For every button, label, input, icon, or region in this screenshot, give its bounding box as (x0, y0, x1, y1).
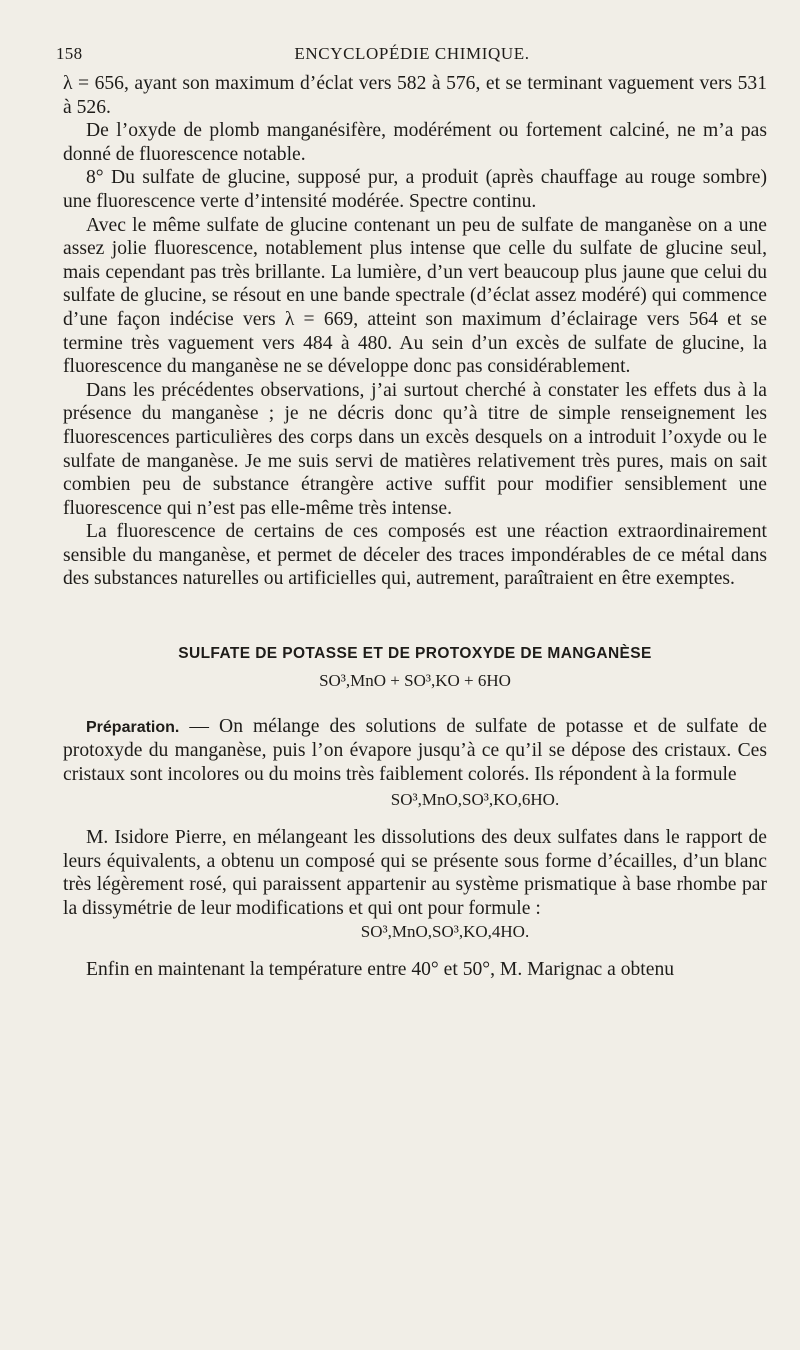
paragraph-lead-oxide: De l’oxyde de plomb manganésifère, modérément ou fortement calciné, ne m’a pas donné de fluorescence notable. (63, 120, 767, 165)
paragraph-glucine-manganese: Avec le même sulfate de glucine contenant un peu de sulfate de manganèse on a une assez jolie fluorescence, notablement plus intense que celle du sulfate de glucine seul, mais cependant pas très brillante. La lumière, d’un vert beaucoup plus jaune que celui du sulfate de glucine, se résout en une bande spectrale (d’éclat assez modéré) qui commence d’une façon indécise vers λ = 669, atteint son maximum d’éclairage vers 564 et se termine très vaguement vers 484 à 480. Au sein d’un excès de sulfate de glucine, la fluorescence du manganèse ne se développe donc pas considérablement. (63, 214, 767, 378)
paragraph-observations: Dans les précédentes observations, j’ai surtout cherché à constater les effets dus à la présence du manganèse ; je ne décris donc qu’à titre de simple renseignement les fluorescences particulières des corps dans un excès desquels on a introduit l’oxyde ou le sulfate de manganèse. Je me suis servi de matières relativement très pures, mais on sait combien peu de substance étrangère active suffit pour modifier sensiblement une fluorescence qui n’est pas elle-même très intense. (63, 379, 767, 519)
paragraph-preparation (63, 715, 767, 787)
formula-crystals: SO³,MnO,SO³,KO,6HO. (390, 790, 560, 810)
page-header (56, 44, 768, 68)
preparation-text: — On mélange des solutions de sulfate de potasse et de sulfate de protoxyde du manganèse, puis l’on évapore jusqu’à ce qu’il se dépose des cristaux. Ces cristaux sont incolores ou du moins très faiblement colorés. Ils répondent à la formule (63, 715, 767, 785)
formula-pierre: SO³,MnO,SO³,KO,4HO. (360, 922, 530, 942)
paragraph-glucine-sulfate: 8° Du sulfate de glucine, supposé pur, a produit (après chauffage au rouge sombre) une fluorescence verte d’intensité modérée. Spectre continu. (63, 167, 767, 212)
paragraph-sensitivity: La fluorescence de certains de ces composés est une réaction extraordinairement sensible du manganèse, et permet de déceler des traces impondérables de ce métal dans des substances naturelles ou artificielles qui, autrement, paraîtraient en être exemptes. (63, 521, 767, 590)
paragraph-continuation: λ = 656, ayant son maximum d’éclat vers 582 à 576, et se terminant vaguement vers 531 à 526. (63, 73, 767, 118)
page-number: 158 (56, 44, 83, 63)
section-heading: SULFATE DE POTASSE ET DE PROTOXYDE DE MANGANÈSE (178, 645, 652, 663)
formula-main: SO³,MnO + SO³,KO + 6HO (319, 671, 511, 691)
paragraph-marignac: Enfin en maintenant la température entre 40° et 50°, M. Marignac a obtenu (86, 959, 675, 980)
running-title: ENCYCLOPÉDIE CHIMIQUE. (294, 44, 530, 63)
body-text (63, 72, 767, 982)
paragraph-isidore-pierre: M. Isidore Pierre, en mélangeant les dissolutions des deux sulfates dans le rapport de leurs équivalents, a obtenu un composé qui se présente sous forme d’écailles, d’un blanc très légèrement rosé, qui paraissent appartenir au système prismatique à base rhombe par la dissymétrie de leur modifications et qui ont pour formule : (63, 827, 767, 919)
preparation-label: Préparation. (86, 718, 180, 736)
